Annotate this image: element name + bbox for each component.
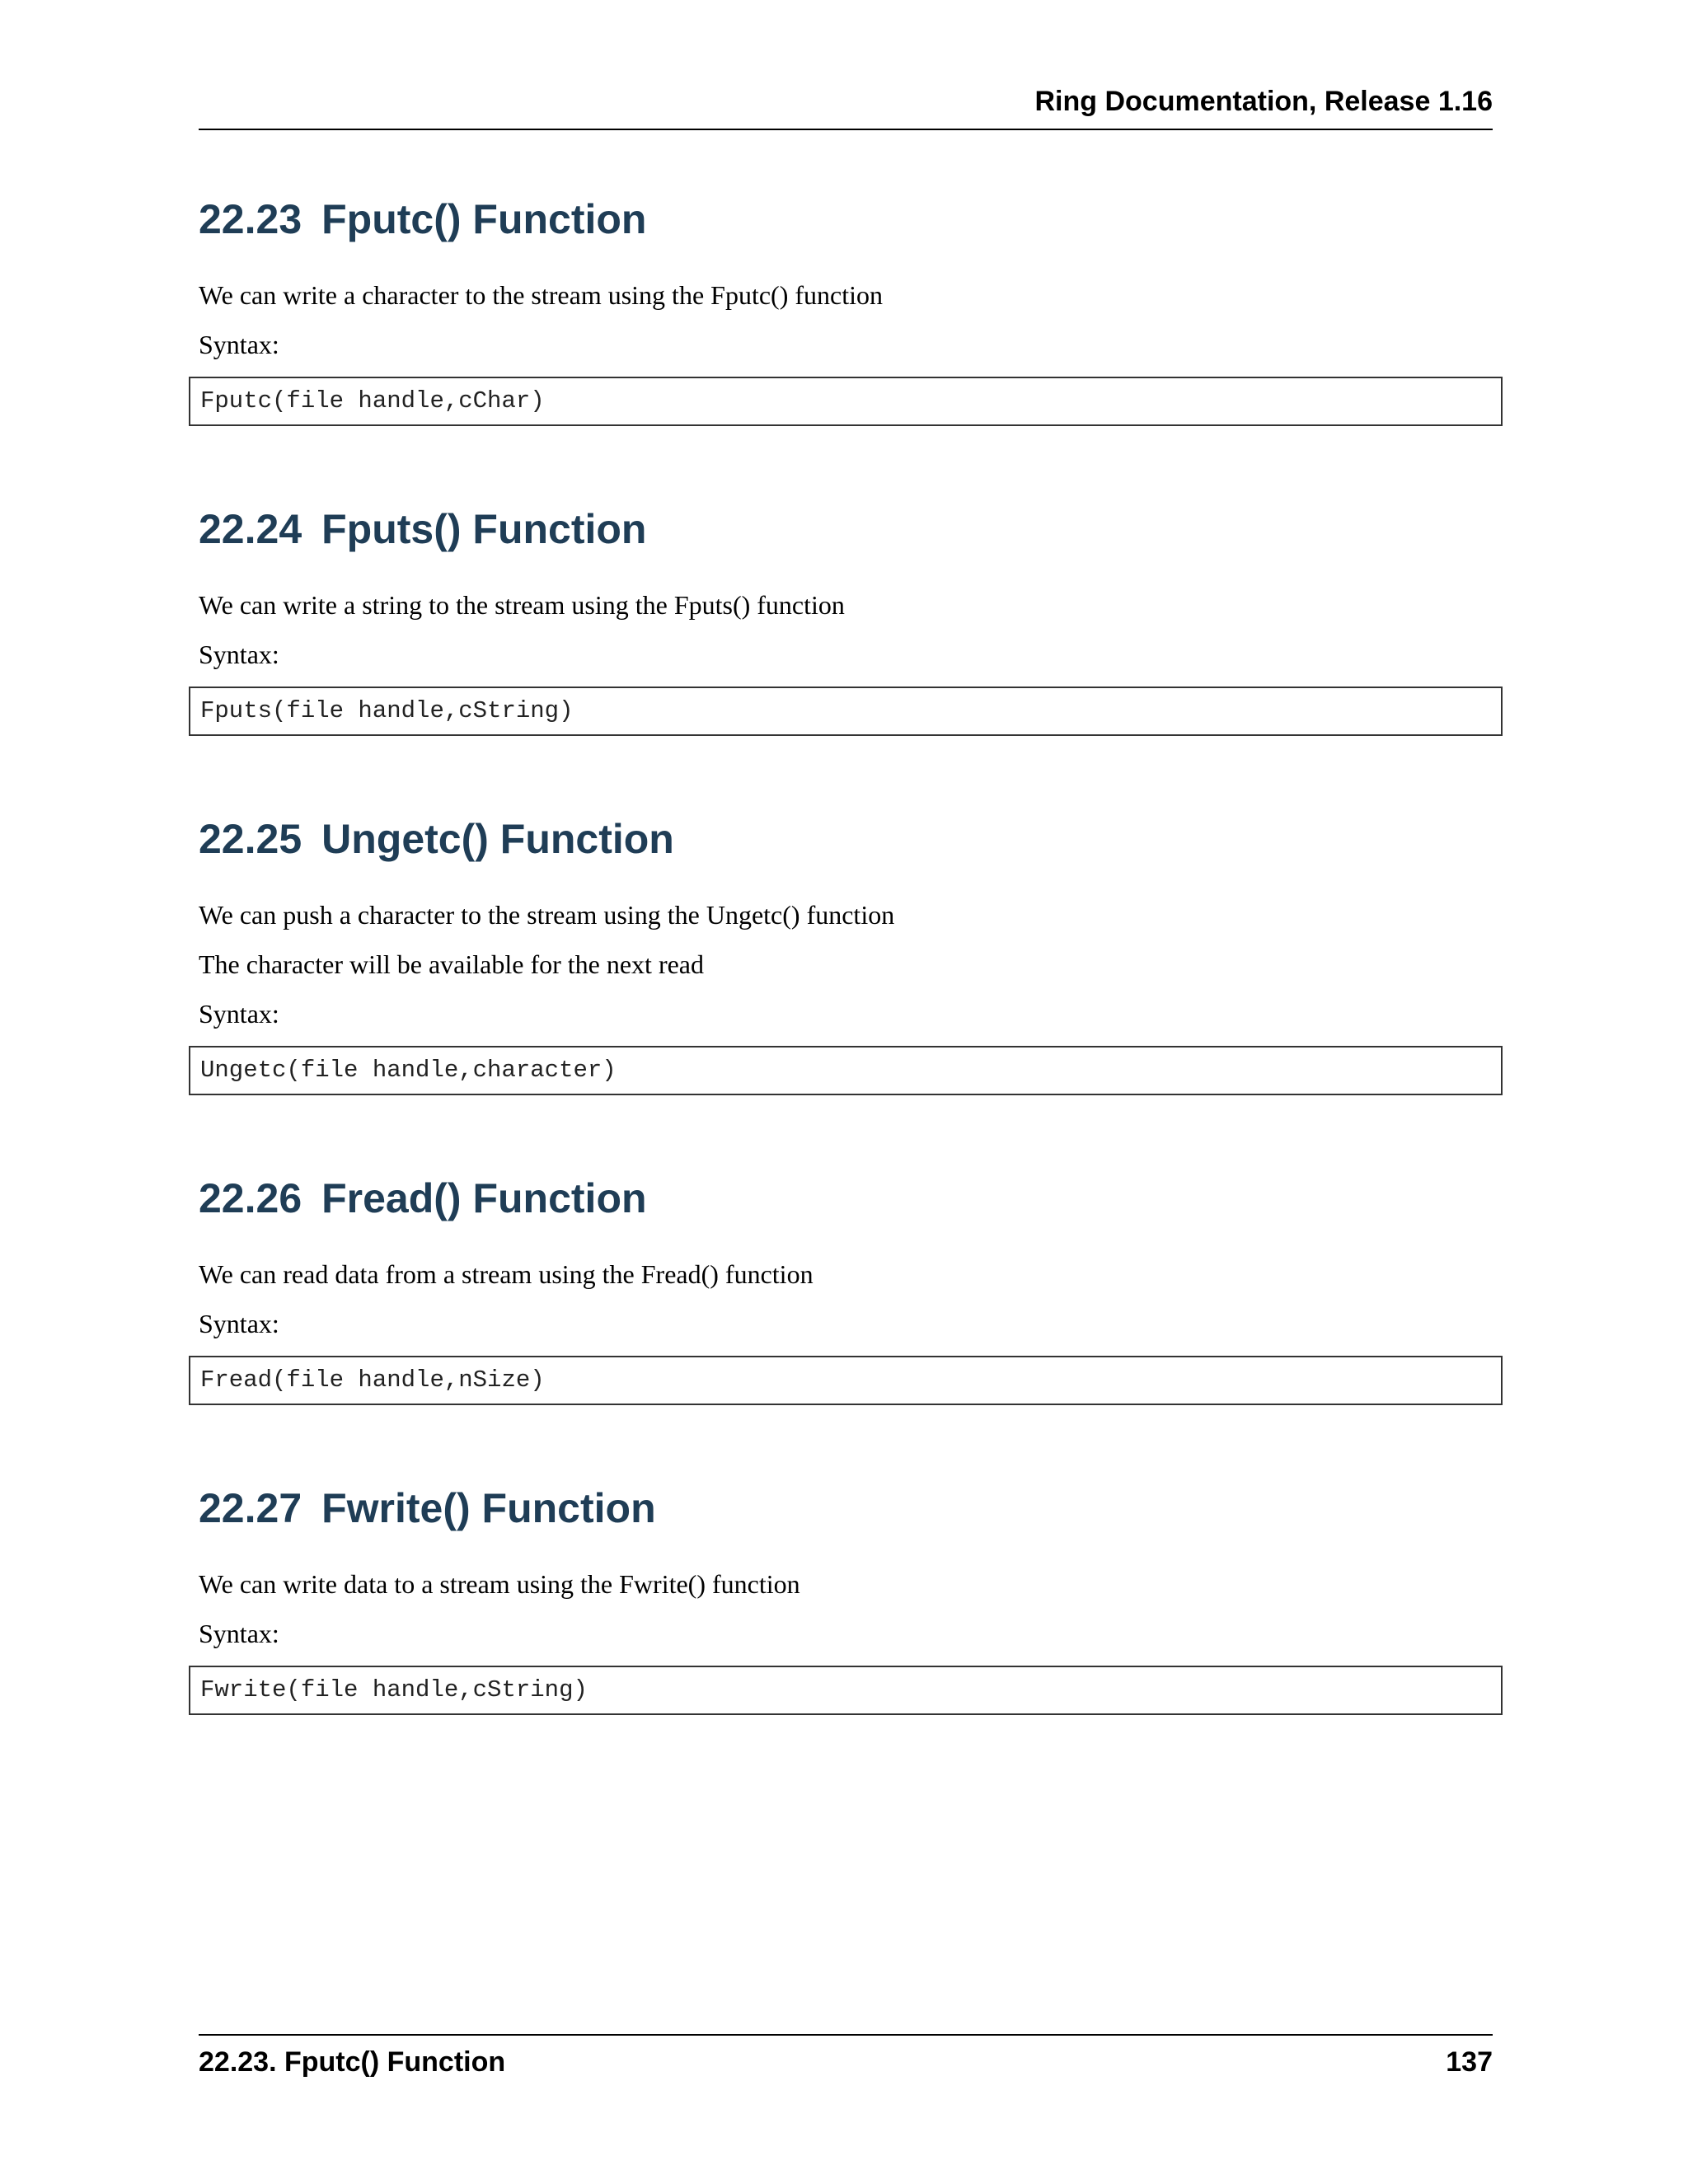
description-paragraph: We can read data from a stream using the Fread() function [199, 1259, 814, 1289]
syntax-label: Syntax: [199, 330, 279, 359]
document-page [199, 0, 1493, 2184]
description-paragraph: We can write a string to the stream using the Fputs() function [199, 590, 845, 620]
code-block: Fwrite(file handle,cString) [189, 1666, 1503, 1715]
syntax-label: Syntax: [199, 1619, 279, 1648]
code-block: Fputc(file handle,cChar) [189, 377, 1503, 426]
description-paragraph: The character will be available for the next read [199, 949, 704, 979]
running-header-title: Ring Documentation, Release 1.16 [1034, 86, 1493, 117]
section-fputs [199, 504, 1493, 736]
code-block: Ungetc(file handle,character) [189, 1046, 1503, 1095]
section-heading-text: Fwrite() Function [321, 1485, 656, 1531]
section-number: 22.25 [199, 816, 302, 862]
section-title [199, 814, 1493, 864]
section-heading-text: Fputc() Function [321, 196, 647, 242]
section-number: 22.27 [199, 1485, 302, 1531]
code-block: Fputs(file handle,cString) [189, 687, 1503, 736]
syntax-label: Syntax: [199, 999, 279, 1029]
page-footer [199, 2034, 1493, 2078]
description-paragraph: We can write data to a stream using the Fwrite() function [199, 1569, 800, 1599]
section-heading-text: Fread() Function [321, 1175, 647, 1221]
syntax-label: Syntax: [199, 1309, 279, 1338]
footer-section-label: 22.23. Fputc() Function [199, 2046, 506, 2078]
running-header [199, 86, 1493, 130]
section-heading-text: Ungetc() Function [321, 816, 674, 862]
description-paragraph: We can push a character to the stream using the Ungetc() function [199, 900, 895, 930]
syntax-label: Syntax: [199, 640, 279, 669]
section-fwrite [199, 1483, 1493, 1715]
description-paragraph: We can write a character to the stream using the Fputc() function [199, 280, 883, 310]
section-number: 22.26 [199, 1175, 302, 1221]
section-title [199, 1483, 1493, 1533]
section-fputc [199, 194, 1493, 426]
section-number: 22.24 [199, 506, 302, 552]
page-number: 137 [1446, 2046, 1493, 2078]
code-block: Fread(file handle,nSize) [189, 1356, 1503, 1405]
section-ungetc [199, 814, 1493, 1095]
section-heading-text: Fputs() Function [321, 506, 647, 552]
section-title [199, 1174, 1493, 1223]
section-title [199, 504, 1493, 554]
section-title [199, 194, 1493, 244]
section-number: 22.23 [199, 196, 302, 242]
section-fread [199, 1174, 1493, 1405]
